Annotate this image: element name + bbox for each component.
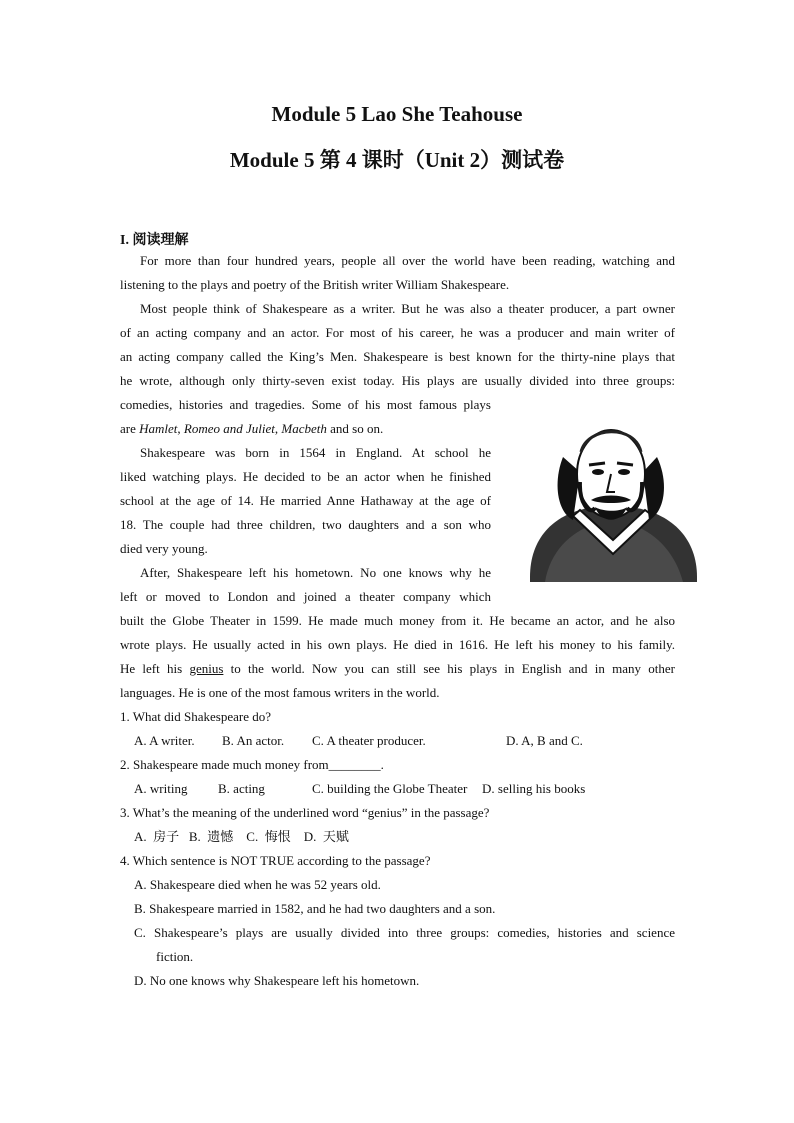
q1-option-b: B. An actor. <box>222 733 285 748</box>
section-heading: I. 阅读理解 <box>120 233 189 248</box>
text: , <box>274 421 282 436</box>
question-3-stem: 3. What’s the meaning of the underlined word “genius” in the passage? <box>120 805 490 820</box>
play-title: Romeo and Juliet <box>183 421 275 436</box>
passage-line: liked watching plays. He decided to be an actor when he finished <box>120 469 491 484</box>
passage-line <box>120 417 491 441</box>
passage-line: After, Shakespeare left his hometown. No one knows why he <box>140 565 491 580</box>
q2-option-d: D. selling his books <box>482 781 586 796</box>
question-4-stem: 4. Which sentence is NOT TRUE according to the passage? <box>120 853 431 868</box>
question-2-stem: 2. Shakespeare made much money from________. <box>120 757 384 772</box>
passage-line: left or moved to London and joined a theater company which <box>120 589 491 604</box>
passage-line: listening to the plays and poetry of the British writer William Shakespeare. <box>120 277 510 292</box>
q4-option-b: B. Shakespeare married in 1582, and he had two daughters and a son. <box>134 901 496 916</box>
passage-line: Most people think of Shakespeare as a writer. But he was also a theater producer, a part owner <box>140 301 675 316</box>
shakespeare-portrait-icon <box>525 412 700 587</box>
question-1-stem: 1. What did Shakespeare do? <box>120 709 272 724</box>
page-title: Module 5 Lao She Teahouse <box>271 102 523 126</box>
passage-line: he wrote, although only thirty-seven exist today. His plays are usually divided into three groups: <box>120 373 675 388</box>
passage-line: languages. He is one of the most famous writers in the world. <box>120 685 440 700</box>
q2-option-b: B. acting <box>218 781 265 796</box>
text: to the world. Now you can still see his plays in English and in many other <box>223 661 675 676</box>
passage-line: Shakespeare was born in 1564 in England. At school he <box>140 445 491 460</box>
passage-line: 18. The couple had three children, two daughters and a son who <box>120 517 491 532</box>
play-title: Macbeth <box>281 421 327 436</box>
q4-option-d: D. No one knows why Shakespeare left his hometown. <box>134 973 420 988</box>
passage-line: For more than four hundred years, people all over the world have been reading, watching and <box>140 253 675 268</box>
q3-options: A. 房子 B. 遗憾 C. 悔恨 D. 天赋 <box>134 829 349 844</box>
passage-line <box>120 657 675 681</box>
play-title: Hamlet <box>139 421 178 436</box>
text: , <box>177 421 184 436</box>
text: are <box>120 421 140 436</box>
q1-option-d: D. A, B and C. <box>506 733 583 748</box>
passage-line: wrote plays. He usually acted in his own plays. He died in 1616. He left his money to his family. <box>120 637 675 652</box>
q4-option-a: A. Shakespeare died when he was 52 years old. <box>134 877 381 892</box>
passage-line: of an acting company and an actor. For most of his career, he was a producer and main writer of <box>120 325 675 340</box>
passage-line: an acting company called the King’s Men. Shakespeare is best known for the thirty-nine plays that <box>120 349 675 364</box>
text: and so on. <box>326 421 384 436</box>
page-subtitle: Module 5 第 4 课时（Unit 2）测试卷 <box>229 148 565 172</box>
passage-line: built the Globe Theater in 1599. He made much money from it. He became an actor, and he also <box>120 613 675 628</box>
passage-line: comedies, histories and tragedies. Some of his most famous plays <box>120 397 491 412</box>
q4-option-c-cont: fiction. <box>156 949 194 964</box>
q1-option-c: C. A theater producer. <box>312 733 426 748</box>
q1-option-a: A. A writer. <box>134 733 195 748</box>
passage-line: died very young. <box>120 541 208 556</box>
underlined-word: genius <box>189 661 224 676</box>
passage-line: school at the age of 14. He married Anne Hathaway at the age of <box>120 493 491 508</box>
text: He left his <box>120 661 190 676</box>
q4-option-c: C. Shakespeare’s plays are usually divided into three groups: comedies, histories and science <box>134 925 675 940</box>
q2-option-a: A. writing <box>134 781 188 796</box>
q2-option-c: C. building the Globe Theater <box>312 781 468 796</box>
